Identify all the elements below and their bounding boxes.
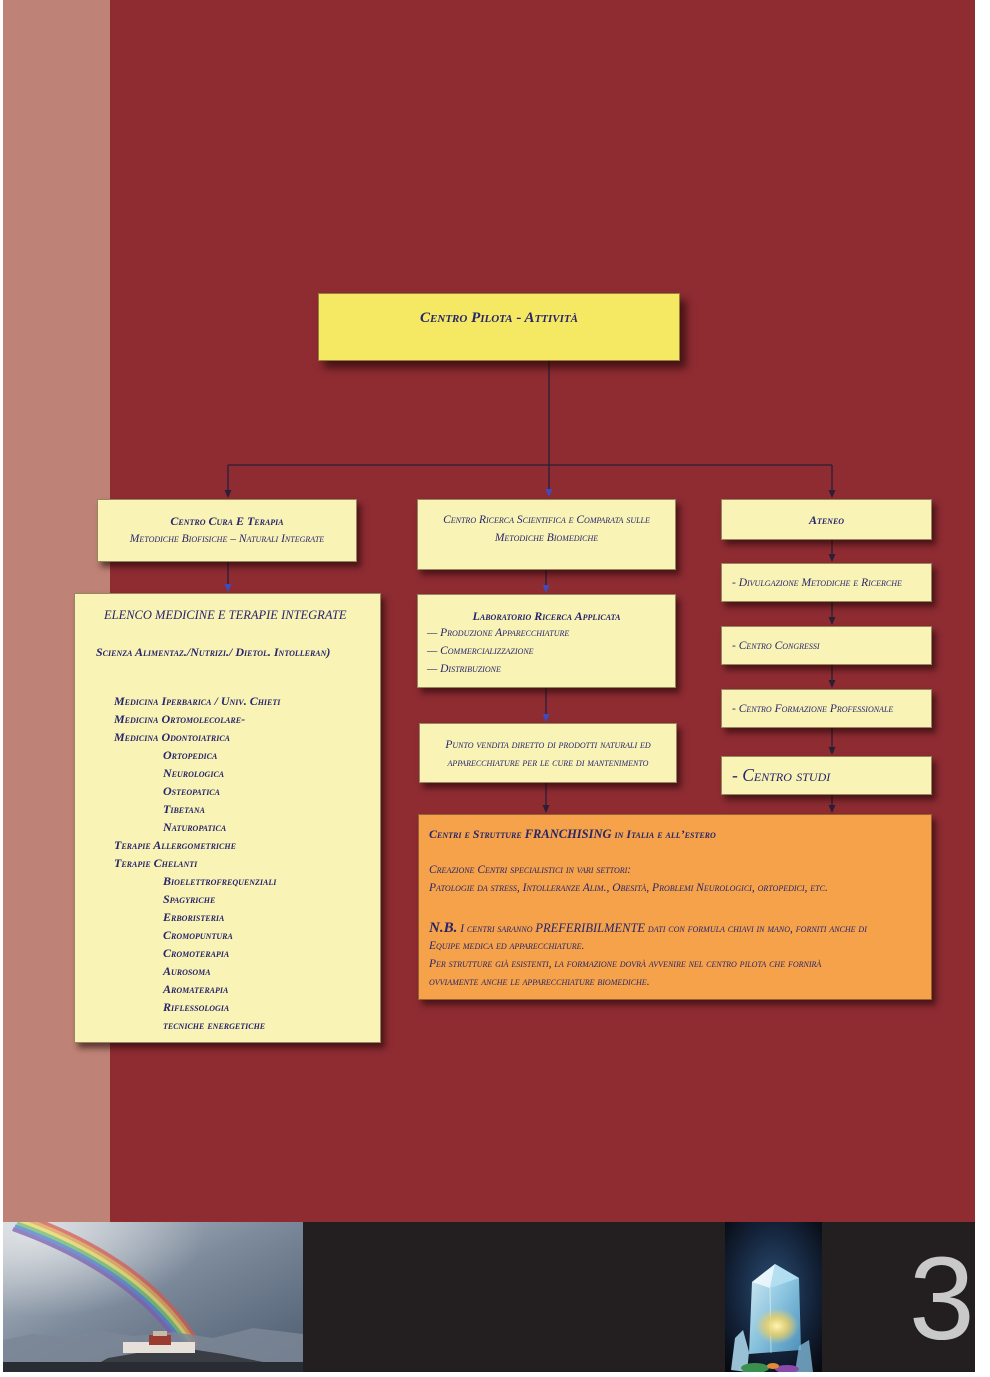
franchising-title-emph: FRANCHISING (524, 827, 612, 841)
cura-subtitle: Metodiche Biofisiche – Naturali Integrate (129, 533, 325, 545)
list-item: — Distribuzione (427, 663, 501, 675)
franchising-title-post: in Italia e all’estero (614, 827, 716, 841)
list-item: Terapie Allergometriche (114, 838, 236, 852)
elenco-subheading: Scienza Alimentaz./Nutrizi./ Dietol. Intolleran) (96, 645, 331, 659)
franchising-patologie: Patologie da stress, Intolleranze Alim., Obesità, Problemi Neurologici, ortopedici, etc. (429, 882, 828, 894)
list-subitem: Aurosoma (163, 964, 211, 978)
punto-vendita-line: apparecchiature per le cure di mantenimento (447, 757, 649, 769)
list-subitem: Naturopatica (163, 820, 227, 834)
punto-vendita-box (419, 723, 677, 783)
list-item: Medicina Ortomolecolare- (114, 712, 246, 726)
nb-emph: PREFERIBILMENTE (535, 921, 646, 935)
list-item: Medicina Iperbarica / Univ. Chieti (114, 694, 281, 708)
punto-vendita-line: Punto vendita diretto di prodotti naturali ed (445, 739, 651, 751)
list-subitem: tecniche energetiche (163, 1018, 266, 1032)
franchising-nb-line3: Per strutture già esistenti, la formazione dovrà avvenire nel centro pilota che fornirà (429, 958, 822, 970)
cura-title: Centro Cura E Terapia (170, 514, 284, 528)
ateneo-item-formazione (721, 689, 932, 728)
arrowhead (543, 585, 550, 593)
franchising-nb-line2: Equipe medica ed apparecchiature. (429, 940, 585, 952)
elenco-heading: ELENCO MEDICINE E TERAPIE INTEGRATE (104, 608, 347, 622)
franchising-title (429, 825, 716, 843)
list-item: — Produzione Apparecchiature (427, 627, 570, 639)
list-subitem: Spagyriche (163, 892, 216, 906)
root-box (318, 293, 680, 361)
ateneo-item-label: - Centro Formazione Professionale (732, 703, 894, 715)
quartz-crystal-photo (725, 1222, 822, 1372)
list-subitem: Neurologica (163, 766, 225, 780)
ateneo-item-divulgazione (721, 563, 932, 602)
ateneo-item-congressi (721, 626, 932, 665)
page-number: 3 (909, 1233, 975, 1365)
nb-label: N.B. (429, 920, 458, 936)
list-subitem: Cromopuntura (163, 928, 233, 942)
franchising-nb-line (429, 919, 867, 938)
ricerca-line: Centro Ricerca Scientifica e Comparata sulle (443, 514, 650, 526)
arrowhead (543, 805, 550, 813)
arrowhead (225, 584, 232, 592)
ricerca-line: Metodiche Biomediche (494, 532, 599, 544)
arrowhead (829, 490, 836, 498)
elenco-box (74, 593, 381, 1043)
list-item: Medicina Odontoiatrica (114, 730, 230, 744)
ateneo-item-label: - Centro studi (732, 765, 831, 785)
ricerca-box (417, 499, 676, 570)
laboratorio-box (417, 594, 676, 688)
list-subitem: Bioelettrofrequenziali (163, 874, 277, 888)
arrowhead (543, 714, 550, 722)
franchising-box (418, 814, 932, 1000)
ateneo-item-label: - Divulgazione Metodiche e Ricerche (732, 577, 902, 589)
list-subitem: Aromaterapia (163, 982, 229, 996)
arrowhead (829, 680, 836, 688)
arrowhead (546, 489, 553, 497)
rainbow-landscape-photo (3, 1222, 303, 1372)
ateneo-item-centro-studi (721, 756, 932, 795)
cura-box (97, 499, 357, 562)
franchising-creazione: Creazione Centri specialistici in vari settori: (429, 864, 632, 876)
ateneo-title: Ateneo (808, 513, 845, 527)
nb-pre: I centri saranno (460, 923, 533, 935)
list-item: — Commercializzazione (427, 645, 534, 657)
list-subitem: Osteopatica (163, 784, 220, 798)
arrowhead (829, 617, 836, 625)
root-title: Centro Pilota - Attività (420, 310, 578, 326)
arrowhead (829, 805, 836, 813)
franchising-nb-line4: ovviamente anche le apparecchiature biomediche. (429, 976, 650, 988)
arrowhead (225, 490, 232, 498)
list-subitem: Riflessologia (163, 1000, 230, 1014)
laboratorio-title: Laboratorio Ricerca Applicata (472, 609, 621, 623)
nb-post: dati con formula chiavi in mano, forniti anche di (647, 923, 867, 935)
list-subitem: Tibetana (163, 802, 206, 816)
arrowhead (829, 554, 836, 562)
list-subitem: Cromoterapia (163, 946, 230, 960)
arrowhead (829, 747, 836, 755)
list-item: Terapie Chelanti (114, 856, 198, 870)
list-subitem: Ortopedica (163, 748, 218, 762)
franchising-title-pre: Centri e Strutture (429, 827, 522, 841)
laboratorio-list (418, 624, 675, 678)
list-subitem: Erboristeria (163, 910, 225, 924)
ateneo-item-label: - Centro Congressi (732, 640, 820, 652)
ateneo-box (721, 499, 932, 540)
footer-band (3, 1222, 975, 1372)
elenco-list (75, 692, 380, 1034)
